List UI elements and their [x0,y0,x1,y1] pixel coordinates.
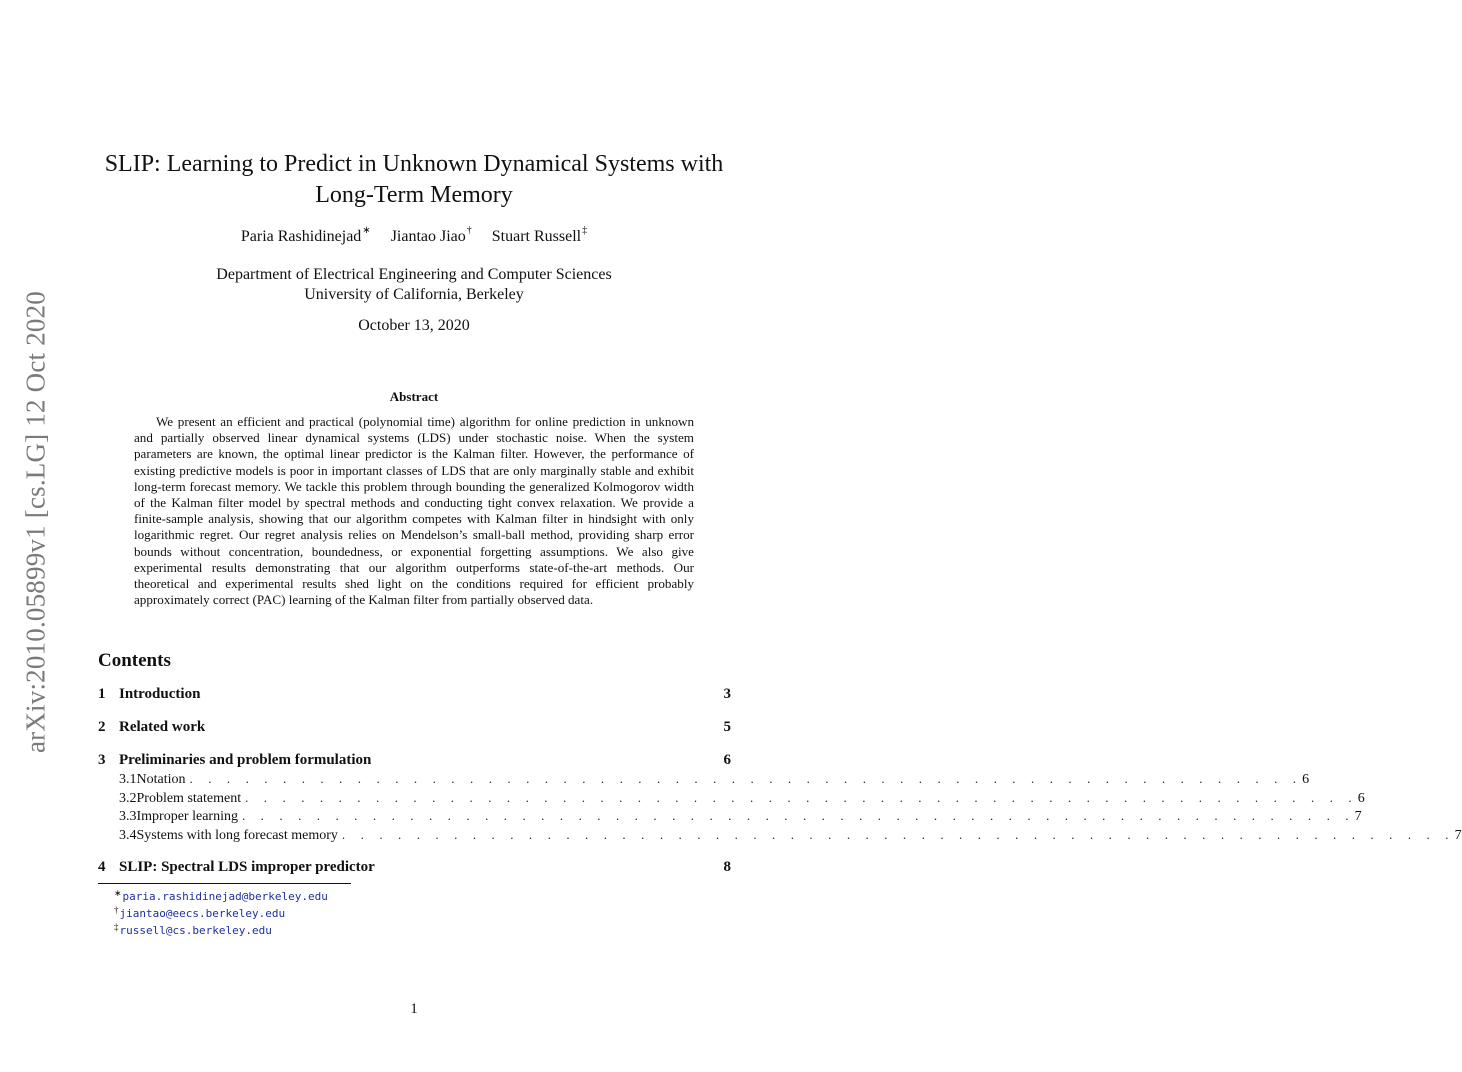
abstract-heading: Abstract [389,389,439,404]
toc-leader-dots: . . . . . . . . . . . . . . . . . . . . . . . . . . . . . . . . . . . . . . . . . . . . . . . . . . . . . . . . . . . . [245,789,1358,805]
page-number: 1 [410,1001,418,1017]
email-link[interactable]: jiantao@eecs.berkeley.edu [119,907,286,920]
toc-entry-related-work[interactable]: 2 Related work 5 [98,719,731,735]
arxiv-identifier-stamp[interactable]: arXiv:2010.05899v1 [cs.LG] 12 Oct 2020 [20,290,51,754]
footnote-divider [98,883,351,884]
toc-entry-notation[interactable]: 3.1 Notation . . . . . . . . . . . . . . . . . . . . . . . . . . . . . . . . . . . . . . . . . . . . . . . . . . . . . . . . . . . . 6 [119,771,1310,787]
paper-title [80,149,748,211]
affiliation [80,265,748,305]
toc-entry-improper-learning[interactable]: 3.3 Improper learning . . . . . . . . . . . . . . . . . . . . . . . . . . . . . . . . . . . . . . . . . . . . . . . . . . . . . . . . . . . . 7 [119,808,1362,824]
title-line-2: Long-Term Memory [315,182,513,208]
toc-entry-preliminaries[interactable]: 3 Preliminaries and problem formulation 6 [98,752,731,768]
author-2: Jiantao Jiao† [390,225,472,245]
footnote-3: ‡russell@cs.berkeley.edu [114,922,272,937]
table-of-contents [98,686,1462,878]
author-list [80,225,748,246]
toc-entry-slip[interactable]: 4 SLIP: Spectral LDS improper predictor 8 [98,859,731,875]
toc-entry-long-forecast-memory[interactable]: 3.4 Systems with long forecast memory . . . . . . . . . . . . . . . . . . . . . . . . . . . . . . . . . . . . . . . . . . . . . . . . . . . . . . . . . . . . 7 [119,826,1462,843]
footnote-1: ∗paria.rashidinejad@berkeley.edu [114,888,328,903]
affiliation-department: Department of Electrical Engineering and Computer Sciences [216,266,612,283]
author-2-footnote-mark[interactable]: † [466,225,472,236]
footnote-2: †jiantao@eecs.berkeley.edu [114,905,286,920]
toc-entry-introduction[interactable]: 1 Introduction 3 [98,686,731,702]
toc-entry-problem-statement[interactable]: 3.2 Problem statement . . . . . . . . . . . . . . . . . . . . . . . . . . . . . . . . . . . . . . . . . . . . . . . . . . . . . . . . . . . . 6 [119,789,1365,806]
toc-leader-dots: . . . . . . . . . . . . . . . . . . . . . . . . . . . . . . . . . . . . . . . . . . . . . . . . . . . . . . . . . . . . [189,771,1303,786]
email-link[interactable]: russell@cs.berkeley.edu [119,924,272,937]
toc-leader-dots: . . . . . . . . . . . . . . . . . . . . . . . . . . . . . . . . . . . . . . . . . . . . . . . . . . . . . . . . . . . . [341,826,1455,842]
paper-date: October 13, 2020 [358,317,470,334]
contents-heading: Contents [98,650,171,671]
toc-leader-dots: . . . . . . . . . . . . . . . . . . . . . . . . . . . . . . . . . . . . . . . . . . . . . . . . . . . . . . . . . . . . [241,808,1355,823]
author-1-footnote-mark[interactable]: ∗ [362,225,371,236]
email-link[interactable]: paria.rashidinejad@berkeley.edu [122,890,328,903]
affiliation-university: University of California, Berkeley [304,286,524,303]
abstract-text: We present an efficient and practical (polynomial time) algorithm for online prediction in unknown and partially observed linear dynamical systems (LDS) under stochastic noise. When the system parameters are known, the optimal linear predictor is the Kalman filter. However, the performance of existing predictive models is poor in important classes of LDS that are only marginally stable and exhibit long-term forecast memory. We tackle this problem through bounding the generalized Kolmogorov width of the Kalman filter model by spectral methods and conducting tight convex relaxation. We provide a finite-sample analysis, showing that our algorithm competes with Kalman filter in hindsight with only logarithmic regret. Our regret analysis relies on Mendelson’s small-ball method, providing sharp error bounds without concentration, boundedness, or exponential forgetting assumptions. We also give experimental results demonstrating that our algorithm outperforms state-of-the-art methods. Our theoretical and experimental results shed light on the conditions required for efficient probably approximately correct (PAC) learning of the Kalman filter from partially observed data. [134,414,694,608]
footnotes [114,888,328,939]
author-3: Stuart Russell‡ [491,225,588,245]
author-1: Paria Rashidinejad∗ [240,225,371,245]
author-3-footnote-mark[interactable]: ‡ [582,225,588,236]
title-line-1: SLIP: Learning to Predict in Unknown Dynamical Systems with [104,151,724,177]
